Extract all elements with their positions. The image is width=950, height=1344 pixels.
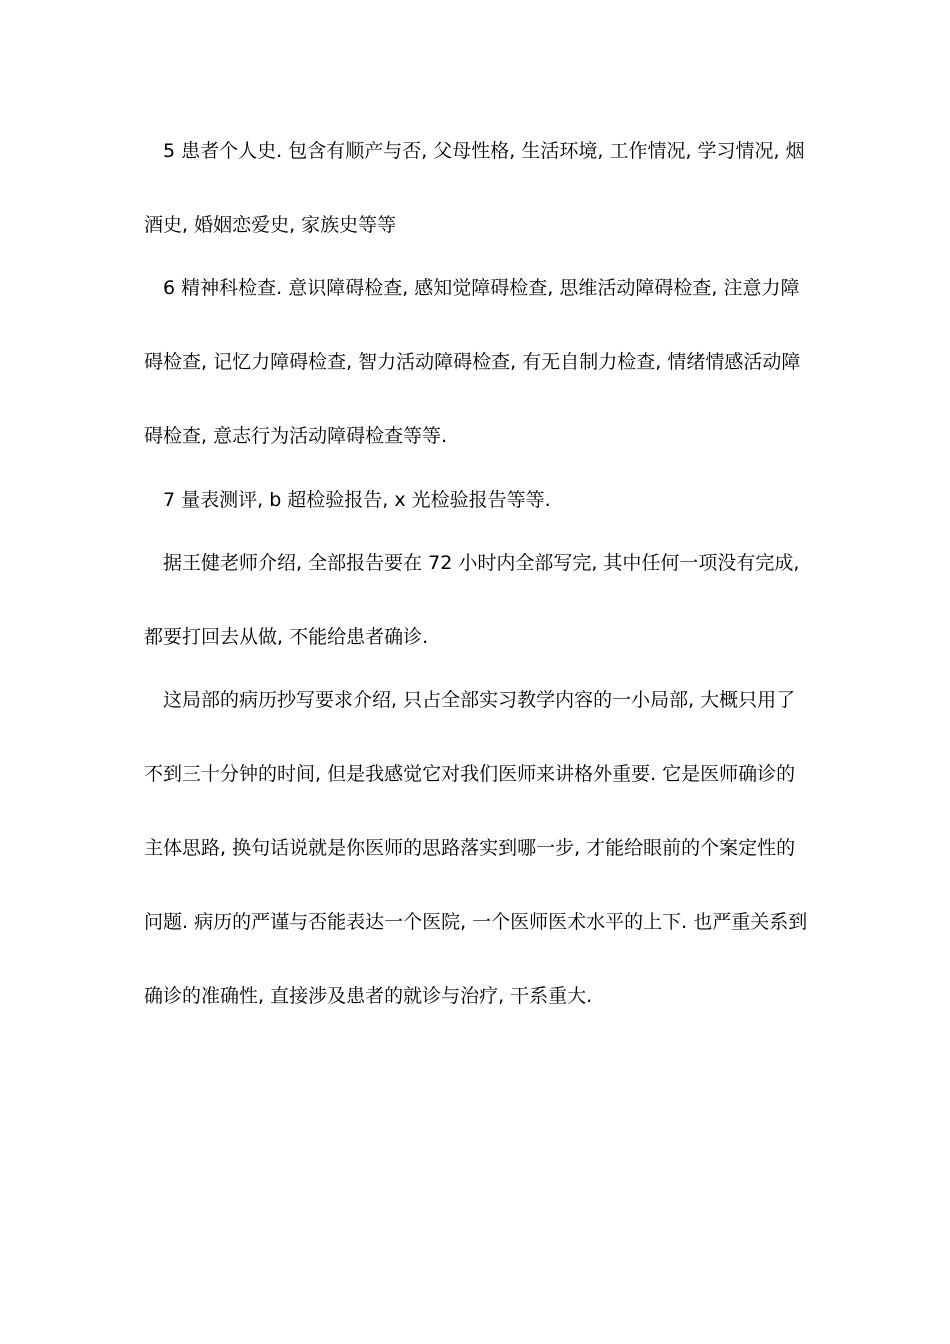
text-line	[0, 836, 950, 860]
text-line	[0, 551, 950, 575]
text-line	[0, 139, 950, 163]
text-line	[0, 910, 950, 934]
text-line-content: 碍检查, 意志行为活动障碍检查等等.	[144, 425, 448, 447]
text-line	[0, 424, 950, 448]
text-line-content: 7 量表测评, b 超检验报告, x 光检验报告等等.	[163, 489, 551, 511]
text-line-content: 主体思路, 换句话说就是你医师的思路落实到哪一步, 才能给眼前的个案定性的	[144, 837, 796, 859]
text-line	[0, 762, 950, 786]
text-line-content: 碍检查, 记忆力障碍检查, 智力活动障碍检查, 有无自制力检查, 情绪情感活动障	[144, 351, 801, 373]
text-line-content: 确诊的准确性, 直接涉及患者的就诊与治疗, 干系重大.	[144, 985, 593, 1007]
text-line	[0, 625, 950, 649]
text-line-content: 不到三十分钟的时间, 但是我感觉它对我们医师来讲格外重要. 它是医师确诊的	[144, 763, 796, 785]
text-line-content: 都要打回去从做, 不能给患者确诊.	[144, 626, 429, 648]
text-line-content: 这局部的病历抄写要求介绍, 只占全部实习教学内容的一小局部, 大概只用了	[163, 689, 796, 711]
text-line	[0, 688, 950, 712]
text-line-content: 据王健老师介绍, 全部报告要在 72 小时内全部写完, 其中任何一项没有完成,	[163, 552, 800, 574]
text-line	[0, 350, 950, 374]
text-line-content: 5 患者个人史. 包含有顺产与否, 父母性格, 生活环境, 工作情况, 学习情况, 烟	[163, 140, 805, 162]
text-line-content: 6 精神科检查. 意识障碍检查, 感知觉障碍检查, 思维活动障碍检查, 注意力障	[163, 277, 800, 299]
text-line-content: 问题. 病历的严谨与否能表达一个医院, 一个医师医术水平的上下. 也严重关系到	[144, 911, 808, 933]
text-line-content: 酒史, 婚姻恋爱史, 家族史等等	[144, 214, 397, 236]
text-line	[0, 213, 950, 237]
text-line	[0, 488, 950, 512]
text-line	[0, 276, 950, 300]
text-line	[0, 984, 950, 1008]
